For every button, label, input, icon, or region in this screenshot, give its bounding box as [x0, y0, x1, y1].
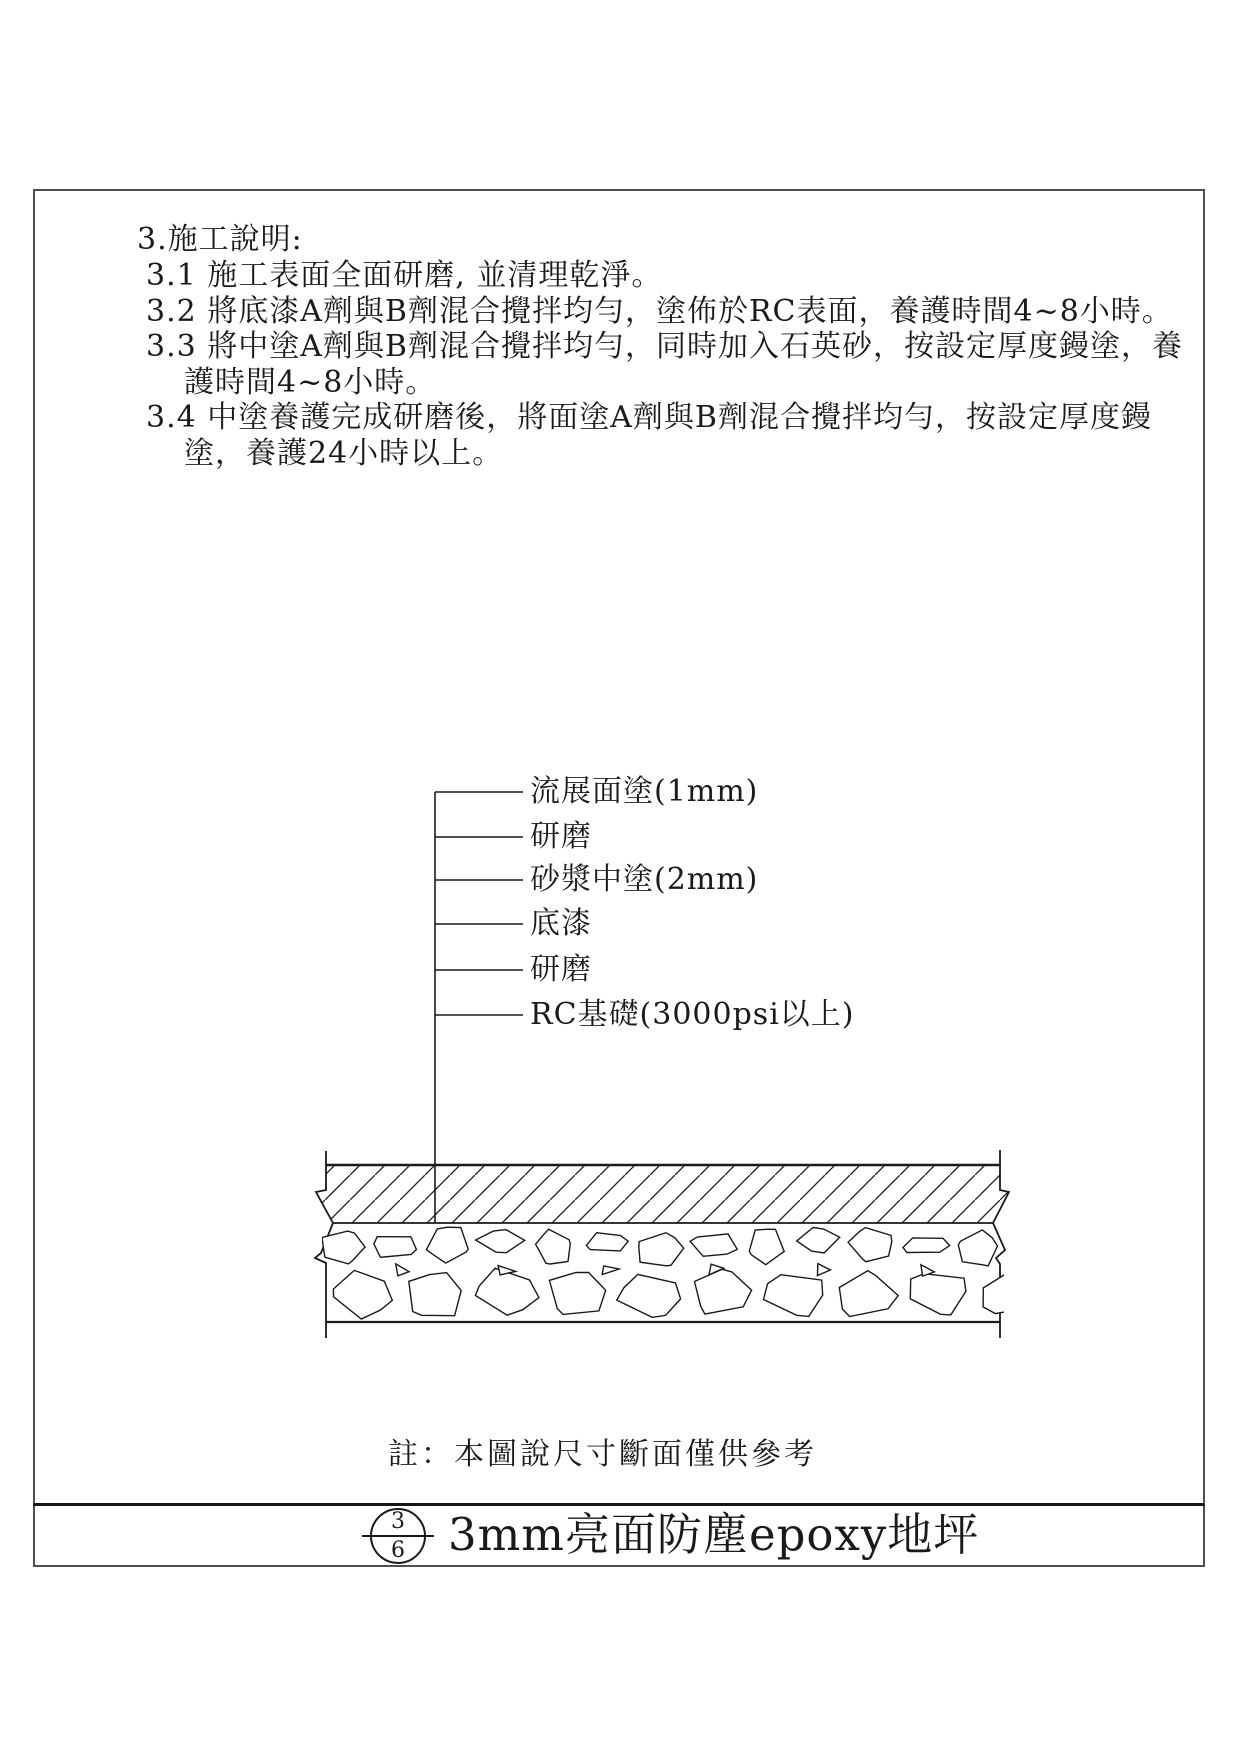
callout-label-primer: 底漆 — [530, 906, 592, 941]
hatched-topping-layer — [316, 1165, 1009, 1223]
callout-label-grinding-1: 研磨 — [530, 819, 592, 854]
instruction-line-3-1: 3.1 施工表面全面研磨, 並清理乾淨。 — [146, 258, 663, 293]
titleblock-divider-line — [33, 1503, 1205, 1506]
sheet-number: 3 — [391, 1509, 405, 1534]
instruction-line-3-4-cont: 塗，養護24小時以上。 — [184, 436, 504, 471]
callout-label-grinding-2: 研磨 — [530, 952, 592, 987]
instruction-line-3-2: 3.2 將底漆A劑與B劑混合攪拌均勻，塗佈於RC表面，養護時間4~8小時。 — [146, 294, 1173, 329]
callout-label-mortar-mid-coat: 砂漿中塗(2mm) — [530, 862, 759, 897]
drawing-title: 3mm亮面防塵epoxy地坪 — [448, 1508, 980, 1561]
instructions-heading: 3.施工說明: — [137, 222, 303, 257]
callout-label-rc-base: RC基礎(3000psi以上) — [530, 997, 855, 1032]
sheet-total: 6 — [391, 1538, 405, 1563]
reference-note: 註：本圖說尺寸斷面僅供參考 — [388, 1437, 817, 1472]
instruction-line-3-3: 3.3 將中塗A劑與B劑混合攪拌均勻，同時加入石英砂，按設定厚度鏝塗，養 — [146, 329, 1183, 364]
callout-label-top-coat: 流展面塗(1mm) — [530, 774, 759, 809]
aggregate-stones — [322, 1227, 1043, 1319]
sheet-number-fraction-line — [362, 1535, 434, 1537]
instruction-line-3-3-cont: 護時間4~8小時。 — [184, 365, 437, 400]
callout-leader-lines — [435, 792, 523, 1223]
instruction-line-3-4: 3.4 中塗養護完成研磨後，將面塗A劑與B劑混合攪拌均勻，按設定厚度鏝 — [146, 400, 1152, 435]
